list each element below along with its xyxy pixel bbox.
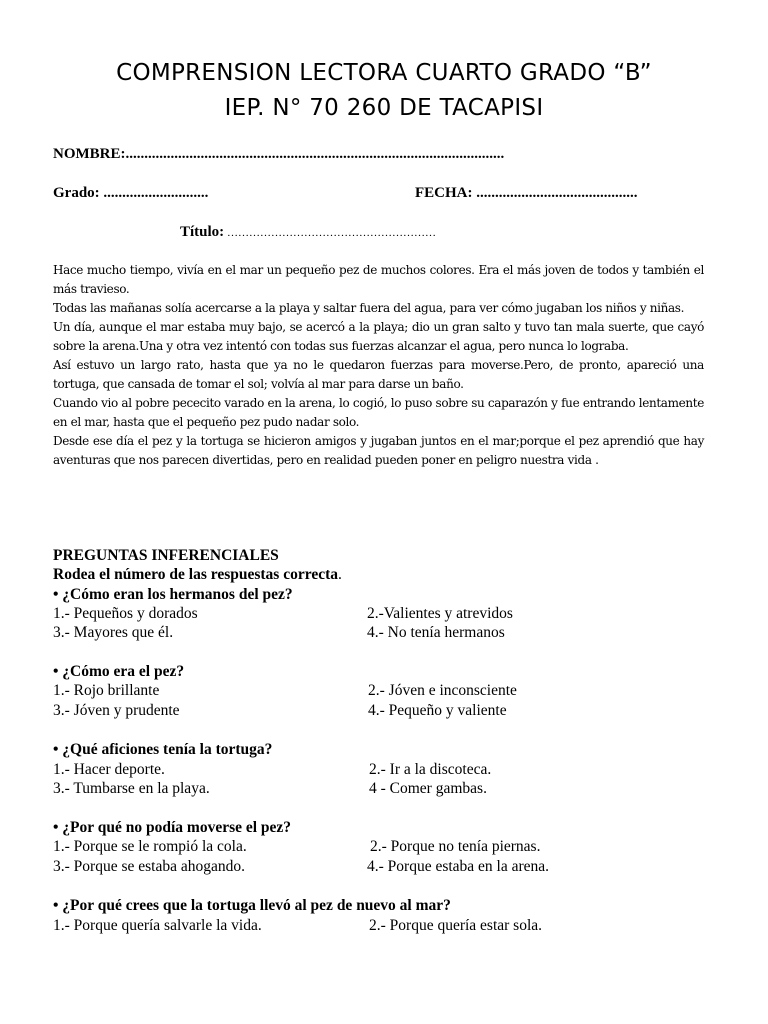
answer-option[interactable]: 1.- Porque se le rompió la cola.: [53, 838, 247, 855]
page-subtitle: IEP. N° 70 260 DE TACAPISI: [224, 95, 544, 121]
answer-option[interactable]: 2.- Ir a la discoteca.: [369, 761, 492, 778]
option-row: [53, 837, 713, 857]
answer-option[interactable]: 3.- Mayores que él.: [53, 624, 174, 641]
answer-option[interactable]: 1.- Pequeños y dorados: [53, 605, 198, 622]
question-text: • ¿Por qué no podía moverse el pez?: [53, 819, 292, 836]
answer-option[interactable]: 1.- Porque quería salvarle la vida.: [53, 917, 262, 934]
option-row: [53, 623, 713, 643]
answer-option[interactable]: 1.- Hacer deporte.: [53, 761, 165, 778]
grade-field: Grado: ............................: [53, 185, 209, 201]
answer-option[interactable]: 3.- Jóven y prudente: [53, 702, 180, 719]
question-text: • ¿Cómo eran los hermanos del pez?: [53, 586, 293, 603]
answer-option[interactable]: 4 - Comer gambas.: [369, 780, 487, 797]
title-field-label: Título:: [180, 224, 225, 240]
answer-option[interactable]: 3.- Porque se estaba ahogando.: [53, 858, 245, 875]
option-row: [53, 604, 713, 624]
option-row: [53, 857, 713, 877]
story-paragraph: Hace mucho tiempo, vivía en el mar un pequeño pez de muchos colores. Era el más joven de todos y también el más travieso.: [53, 263, 704, 296]
story-paragraph: Desde ese día el pez y la tortuga se hicieron amigos y jugaban juntos en el mar;porque el pez aprendió que hay aventuras que nos parecen divertidas, pero en realidad pueden poner en peligro nuestra vida .: [53, 434, 704, 467]
question-text: • ¿Por qué crees que la tortuga llevó al pez de nuevo al mar?: [53, 897, 451, 914]
story-paragraph: Un día, aunque el mar estaba muy bajo, se acercó a la playa; dio un gran salto y tuvo tan mala suerte, que cayó sobre la arena.Una y otra vez intentó con todas sus fuerzas alcanzar el agua, pero nunca lo lograba.: [53, 320, 704, 353]
answer-option[interactable]: 4.- Porque estaba en la arena.: [367, 858, 550, 875]
name-field: NOMBRE:.....................................................................................................: [53, 146, 505, 162]
option-row: [53, 916, 713, 936]
option-row: [53, 681, 713, 701]
title-field: [180, 223, 436, 242]
story-text: [53, 261, 704, 470]
title-field-dots: …………………………………………………: [224, 227, 436, 239]
answer-option[interactable]: 4.- No tenía hermanos: [367, 624, 505, 641]
story-paragraph: Todas las mañanas solía acercarse a la playa y saltar fuera del agua, para ver cómo jugaban los niños y niñas.: [53, 301, 685, 315]
question-text: • ¿Cómo era el pez?: [53, 663, 185, 680]
answer-option[interactable]: 3.- Tumbarse en la playa.: [53, 780, 210, 797]
answer-option[interactable]: 1.- Rojo brillante: [53, 682, 160, 699]
answer-option[interactable]: 2.- Jóven e inconsciente: [368, 682, 517, 699]
page-title: COMPRENSION LECTORA CUARTO GRADO “B”: [116, 60, 652, 86]
story-paragraph: Cuando vio al pobre pececito varado en la arena, lo cogió, lo puso sobre su caparazón y fue entrando lentamente en el mar, hasta que el pequeño pez pudo nadar solo.: [53, 396, 704, 429]
section-heading: PREGUNTAS INFERENCIALES: [53, 547, 279, 564]
story-paragraph: Así estuvo un largo rato, hasta que ya no le quedaron fuerzas para moverse.Pero, de pronto, apareció una tortuga, que cansada de tomar el sol; volvía al mar para darse un baño.: [53, 358, 704, 391]
instruction-text: Rodea el número de las respuestas correcta.: [53, 566, 342, 583]
option-row: [53, 701, 713, 721]
answer-option[interactable]: 4.- Pequeño y valiente: [368, 702, 507, 719]
answer-option[interactable]: 2.-Valientes y atrevidos: [367, 605, 513, 622]
option-row: [53, 760, 713, 780]
answer-option[interactable]: 2.- Porque no tenía piernas.: [370, 838, 541, 855]
option-row: [53, 779, 713, 799]
answer-option[interactable]: 2.- Porque quería estar sola.: [369, 917, 543, 934]
date-field: FECHA: ...........................................: [415, 185, 638, 201]
question-text: • ¿Qué aficiones tenía la tortuga?: [53, 741, 273, 758]
